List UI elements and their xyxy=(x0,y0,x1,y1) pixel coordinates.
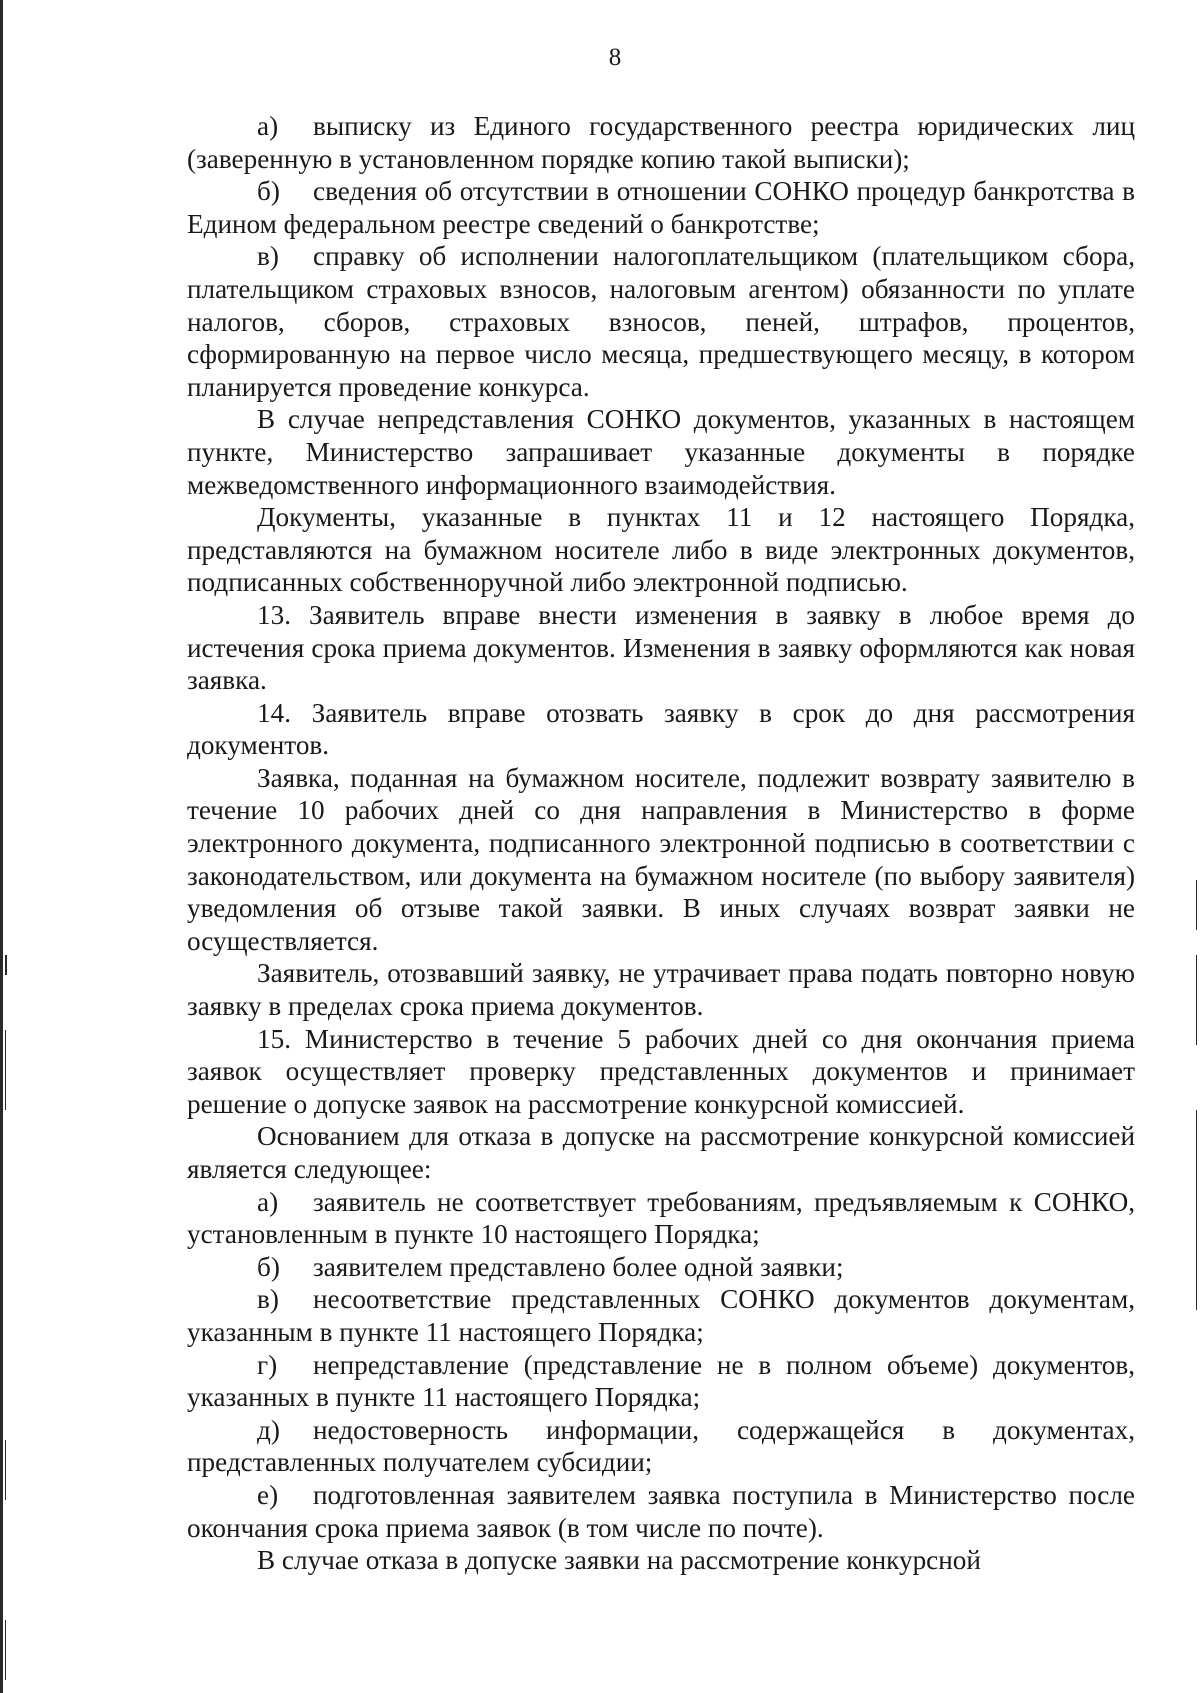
paragraph-text: справку об исполнении налогоплательщиком (плательщиком сбора, плательщиком страховых взносов, налоговым агентом) обязанности по уплате налогов, сборов, страховых взносов, пеней, штрафов, процентов, сформированную на первое число месяца, предшествующего месяцу, в котором планируется проведение конкурса. xyxy=(187,241,1135,402)
paragraph xyxy=(187,501,1135,599)
paragraph xyxy=(187,762,1135,958)
list-item xyxy=(187,240,1135,403)
list-item xyxy=(187,1251,1135,1284)
paragraph-text: 15. Министерство в течение 5 рабочих дней со дня окончания приема заявок осуществляет проверку представленных документов и принимает решение о допуске заявок на рассмотрение конкурсной комиссией. xyxy=(187,1023,1135,1119)
list-item xyxy=(187,1283,1135,1348)
scan-mark xyxy=(1196,955,1197,1045)
scan-mark xyxy=(1196,1110,1197,1310)
paragraph xyxy=(187,599,1135,697)
list-item xyxy=(187,110,1135,175)
list-marker: г) xyxy=(257,1349,278,1380)
paragraph-text: заявителем представлено более одной заявки; xyxy=(313,1251,844,1282)
paragraph-text: подготовленная заявителем заявка поступила в Министерство после окончания срока приема заявок (в том числе по почте). xyxy=(187,1479,1135,1543)
list-item xyxy=(187,1414,1135,1479)
paragraph-text: 14. Заявитель вправе отозвать заявку в срок до дня рассмотрения документов. xyxy=(187,697,1135,761)
list-marker: а) xyxy=(257,111,279,141)
paragraph-text: несоответствие представленных СОНКО документов документам, указанным в пункте 11 настоящего Порядка; xyxy=(187,1284,1135,1347)
list-item xyxy=(187,1186,1135,1251)
paragraph-text: заявитель не соответствует требованиям, предъявляемым к СОНКО, установленным в пункте 10 настоящего Порядка; xyxy=(187,1186,1135,1250)
paragraph-text: В случае непредставления СОНКО документов, указанных в настоящем пункте, Министерство запрашивает указанные документы в порядке межведомственного информационного взаимодействия. xyxy=(187,404,1135,500)
list-marker: б) xyxy=(257,176,280,207)
paragraph xyxy=(187,1023,1135,1121)
list-item xyxy=(187,175,1135,240)
paragraph-text: недостоверность информации, содержащейся в документах, представленных получателем субсидии; xyxy=(187,1414,1135,1478)
paragraph xyxy=(187,403,1135,501)
scan-mark xyxy=(1196,880,1197,930)
paragraph xyxy=(187,697,1135,762)
page-number: 8 xyxy=(608,44,622,71)
paragraph-text: 13. Заявитель вправе внести изменения в заявку в любое время до истечения срока приема документов. Изменения в заявку оформляются как новая заявка. xyxy=(187,599,1135,696)
paragraph-text: Заявитель, отозвавший заявку, не утрачивает права подать повторно новую заявку в пределах срока приема документов. xyxy=(187,958,1135,1022)
paragraph-text: сведения об отсутствии в отношении СОНКО процедур банкротства в Едином федеральном реестре сведений о банкротстве; xyxy=(187,176,1135,239)
list-marker: в) xyxy=(257,1284,279,1315)
paragraph-text: Документы, указанные в пунктах 11 и 12 настоящего Порядка, представляются на бумажном носителе либо в виде электронных документов, подписанных собственноручной либо электронной подписью. xyxy=(187,502,1135,598)
document-body xyxy=(187,110,1135,1577)
paragraph-text: В случае отказа в допуске заявки на рассмотрение конкурсной xyxy=(257,1545,981,1576)
list-marker: в) xyxy=(257,241,279,272)
paragraph xyxy=(187,957,1135,1022)
scan-edge-line xyxy=(0,0,3,1693)
paragraph-text: Основанием для отказа в допуске на рассмотрение конкурсной комиссией является следующее: xyxy=(187,1121,1135,1184)
list-item xyxy=(187,1479,1135,1544)
paragraph-text: непредставление (представление не в полном объеме) документов, указанных в пункте 11 настоящего Порядка; xyxy=(187,1349,1135,1413)
list-marker: д) xyxy=(257,1414,280,1445)
paragraph xyxy=(187,1544,1135,1577)
list-marker: б) xyxy=(257,1251,280,1282)
paragraph xyxy=(187,1120,1135,1185)
scan-mark xyxy=(5,1620,6,1680)
paragraph-text: Заявка, поданная на бумажном носителе, подлежит возврату заявителю в течение 10 рабочих дней со дня направления в Министерство в форме электронного документа, подписанного электронной подписью в соответствии с законодательством, или документа на бумажном носителе (по выбору заявителя) уведомления об отзыве такой заявки. В иных случаях возврат заявки не осуществляется. xyxy=(187,762,1135,956)
scan-mark xyxy=(5,1440,6,1500)
paragraph-text: выписку из Единого государственного реестра юридических лиц (заверенную в установленном порядке копию такой выписки); xyxy=(187,111,1135,174)
list-marker: а) xyxy=(257,1186,279,1217)
list-marker: е) xyxy=(257,1479,279,1510)
scan-mark xyxy=(5,955,7,975)
list-item xyxy=(187,1349,1135,1414)
scan-mark xyxy=(5,1030,6,1110)
